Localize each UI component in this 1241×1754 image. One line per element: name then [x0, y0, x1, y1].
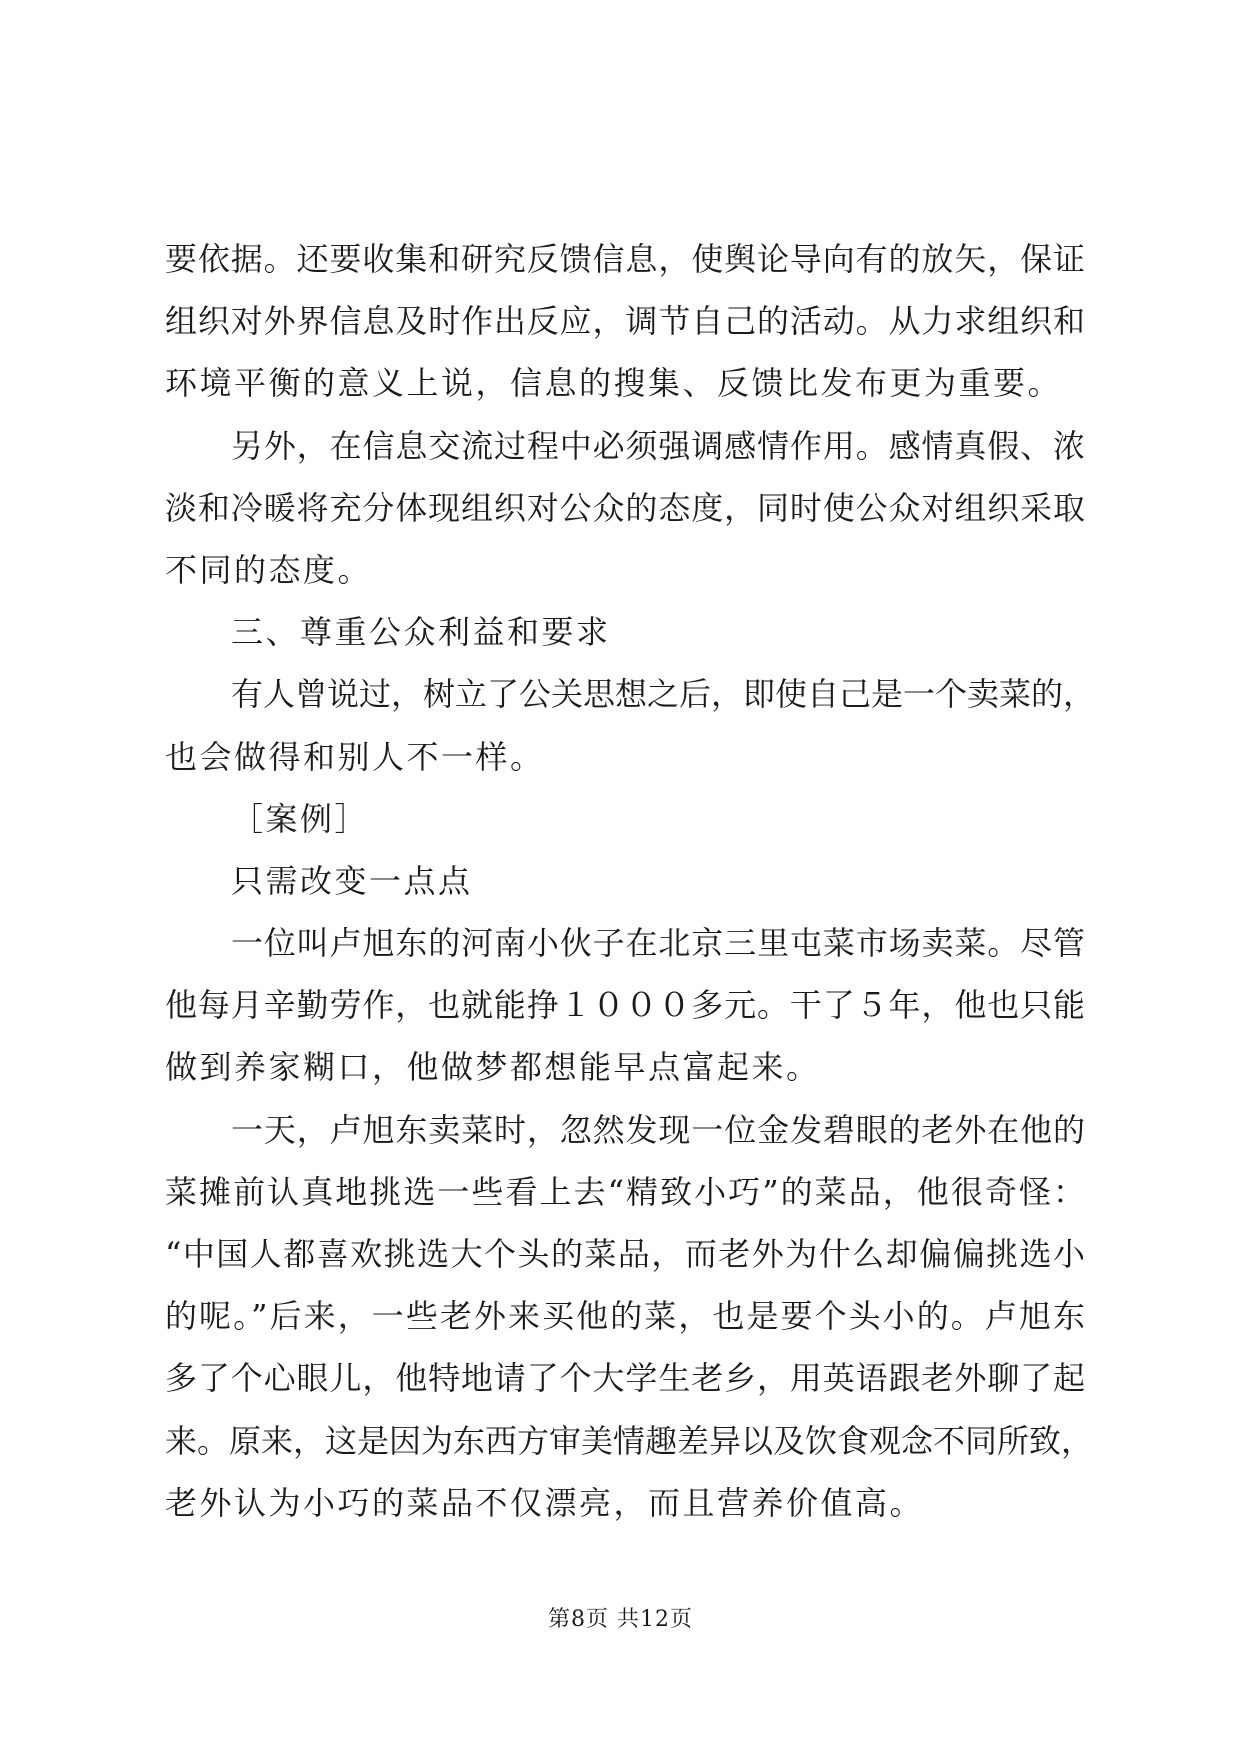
text-line: 来。原来，这是因为东西方审美情趣差异以及饮食观念不同所致， — [165, 1421, 1094, 1460]
text-line: “中国人都喜欢挑选大个头的菜品，而老外为什么却偏偏挑选小 — [165, 1235, 1085, 1273]
section-heading: 三、尊重公众利益和要求 — [231, 613, 611, 652]
text-line: 淡和冷暖将充分体现组织对公众的态度，同时使公众对组织采取 — [165, 488, 1085, 527]
body-text — [165, 228, 1096, 1534]
case-label: ［案例］ — [231, 799, 370, 838]
text-line: 一天，卢旭东卖菜时，忽然发现一位金发碧眼的老外在他的 — [231, 1110, 1085, 1149]
page-number-footer: 第8页 共12页 — [548, 1607, 693, 1632]
text-line: 要依据。还要收集和研究反馈信息，使舆论导向有的放矢，保证 — [165, 240, 1085, 278]
text-line: 多了个心眼儿，他特地请了个大学生老乡，用英语跟老外聊了起 — [165, 1359, 1085, 1398]
text-line: 菜摊前认真地挑选一些看上去“精致小巧”的菜品，他很奇怪： — [165, 1172, 1085, 1211]
text-line: 他每月辛勤劳作，也就能挣１０００多元。干了５年，他也只能 — [165, 986, 1085, 1025]
text-line: 有人曾说过，树立了公关思想之后，即使自己是一个卖菜的， — [231, 675, 1096, 714]
text-line: 不同的态度。 — [165, 550, 373, 589]
text-line: 组织对外界信息及时作出反应，调节自己的活动。从力求组织和 — [165, 302, 1085, 341]
text-line: 也会做得和别人不一样。 — [165, 737, 545, 776]
text-line: 另外，在信息交流过程中必须强调感情作用。感情真假、浓 — [231, 426, 1085, 465]
case-title: 只需改变一点点 — [231, 861, 473, 900]
text-line: 老外认为小巧的菜品不仅漂亮，而且营养价值高。 — [165, 1483, 925, 1522]
text-line: 一位叫卢旭东的河南小伙子在北京三里屯菜市场卖菜。尽管 — [231, 924, 1085, 963]
text-line: 环境平衡的意义上说，信息的搜集、反馈比发布更为重要。 — [165, 364, 1063, 403]
text-line: 的呢。”后来，一些老外来买他的菜，也是要个头小的。卢旭东 — [165, 1297, 1085, 1336]
text-line: 做到养家糊口，他做梦都想能早点富起来。 — [165, 1048, 821, 1087]
